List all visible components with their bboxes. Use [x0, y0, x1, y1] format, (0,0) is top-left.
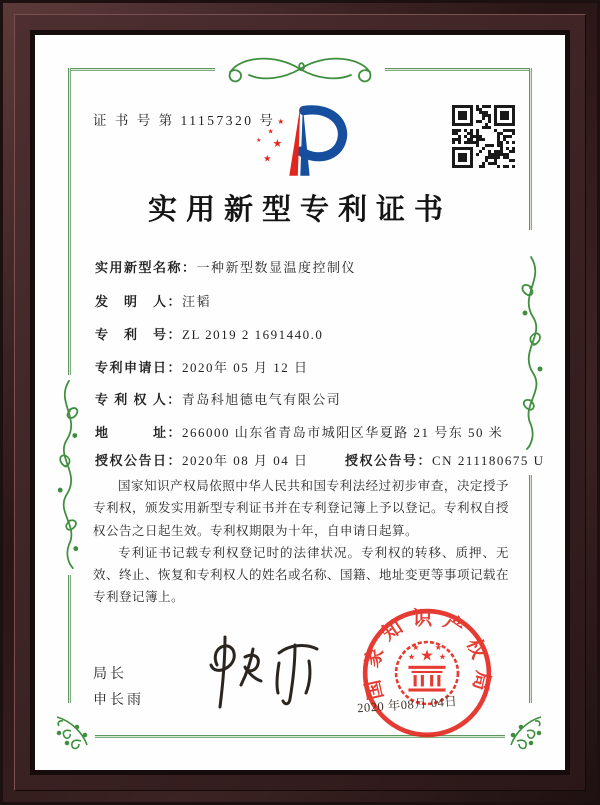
- field-row-address: [95, 422, 535, 441]
- svg-text:★: ★: [438, 651, 447, 662]
- svg-text:★: ★: [420, 646, 434, 665]
- svg-text:★: ★: [411, 642, 420, 653]
- field-value: 汪韬: [182, 294, 212, 309]
- svg-text:★: ★: [256, 138, 262, 144]
- seal-circular-text: 国家知识产权局: [361, 608, 493, 702]
- field-row-patentee: [95, 389, 535, 408]
- svg-text:★: ★: [263, 153, 272, 165]
- field-label: 实用新型名称：: [95, 260, 197, 275]
- grant-no-value: CN 211180675 U: [432, 453, 545, 468]
- legal-text-block: [93, 475, 509, 609]
- official-red-seal: [361, 607, 493, 739]
- top-flourish-ornament: [205, 49, 395, 89]
- bottom-left-corner-ornament: [53, 711, 93, 751]
- officer-name: 申长雨: [93, 693, 144, 708]
- cnipa-logo-icon: [247, 97, 357, 185]
- field-label: 专 利 权 人：: [95, 392, 182, 407]
- director-signature: [187, 627, 327, 722]
- field-value: 青岛科旭德电气有限公司: [181, 392, 342, 407]
- field-label: 发 明 人：: [95, 294, 183, 309]
- svg-text:★: ★: [407, 651, 416, 662]
- seal-date: 2020 年08月 04日: [356, 694, 458, 716]
- grant-date-label: 授权公告日：: [95, 453, 183, 468]
- field-row-patent-no: [95, 324, 535, 343]
- certificate-number: 证 书 号 第 11157320 号: [93, 113, 276, 128]
- field-value: 一种新型数显温度控制仪: [196, 260, 357, 275]
- field-row-grant: [95, 450, 545, 469]
- legal-paragraph-2: 专利证书记载专利权登记时的法律状况。专利权的转移、质押、无效、终止、恢复和专利权人的姓名或名称、国籍、地址变更等事项记载在专利登记簿上。: [93, 545, 510, 605]
- officer-title: 局长: [93, 667, 127, 682]
- field-row-filing-date: [95, 357, 535, 376]
- svg-text:★: ★: [267, 127, 274, 136]
- field-label: 专 利 号：: [95, 327, 183, 342]
- field-value: 266000 山东省青岛市城阳区华夏路 21 号东 50 米: [182, 425, 504, 440]
- field-row-inventor: [95, 291, 535, 310]
- border-top-right-segment: [385, 68, 532, 71]
- svg-text:★: ★: [272, 137, 283, 151]
- border-top-left-segment: [68, 68, 215, 71]
- field-label: 地 址：: [95, 425, 183, 440]
- field-row-name: [95, 257, 535, 276]
- field-label: 专利申请日：: [95, 360, 183, 375]
- certificate-paper: [35, 35, 565, 770]
- grant-no-label: 授权公告号：: [345, 453, 433, 468]
- legal-paragraph-1: 国家知识产权局依照中华人民共和国专利法经过初步审查，决定授予专利权，颁发实用新型专利证书并在专利登记簿上予以登记。专利权自授权公告之日起生效。专利权期限为十年，自申请日起算。: [93, 479, 510, 538]
- left-vine-ornament: [53, 377, 83, 572]
- bottom-right-corner-ornament: [505, 711, 545, 751]
- border-right-lower-segment: [529, 475, 532, 703]
- border-left-lower-segment: [68, 575, 71, 703]
- svg-text:★: ★: [434, 642, 443, 653]
- certificate-title: 实用新型专利证书: [147, 194, 452, 226]
- field-value: 2020年 05 月 12 日: [182, 360, 309, 375]
- svg-text:★: ★: [277, 117, 285, 127]
- field-value: ZL 2019 2 1691440.0: [182, 327, 324, 342]
- grant-date-value: 2020年 08 月 04 日: [182, 453, 309, 468]
- qr-code: [452, 105, 515, 168]
